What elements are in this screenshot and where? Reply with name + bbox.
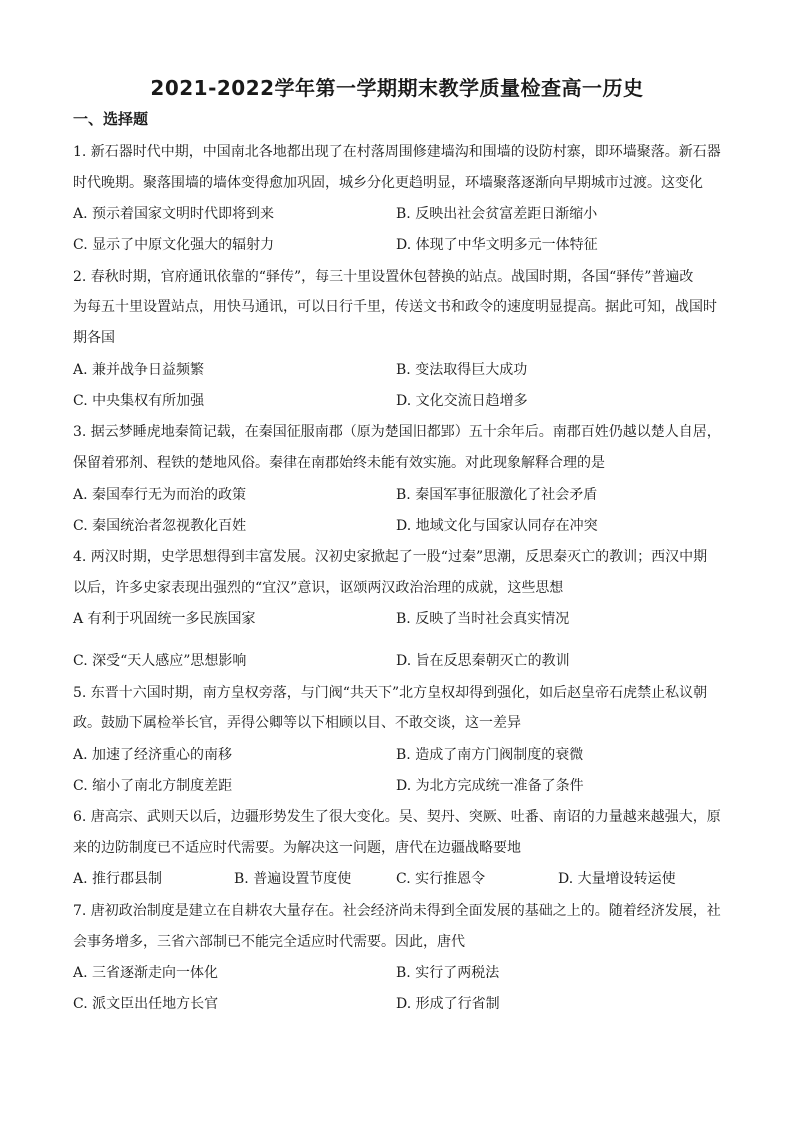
- question-2-option-c: C. 中央集权有所加强: [73, 393, 205, 409]
- question-7-line-1: 7. 唐初政治制度是建立在自耕农大量存在。社会经济尚未得到全面发展的基础之上的。随着经济发展，社: [73, 903, 721, 919]
- question-3-line-1: 3. 据云梦睡虎地秦简记载，在秦国征服南郡（原为楚国旧都郢）五十余年后。南郡百姓仍越以楚人自居，: [73, 424, 721, 440]
- question-3-option-b: B. 秦国军事征服激化了社会矛盾: [396, 487, 598, 503]
- question-5-line-1: 5. 东晋十六国时期，南方皇权旁落，与门阀“共天下”北方皇权却得到强化，如后赵皇帝石虎禁止私议朝: [73, 685, 708, 701]
- question-1-option-a: A. 预示着国家文明时代即将到来: [73, 206, 275, 222]
- question-3-option-d: D. 地域文化与国家认同存在冲突: [396, 518, 598, 534]
- question-2-option-d: D. 文化交流日趋增多: [396, 393, 528, 409]
- section-heading: 一、选择题: [73, 110, 149, 128]
- question-5-option-b: B. 造成了南方门阀制度的衰微: [396, 747, 584, 763]
- question-6-option-c: C. 实行推恩令: [396, 871, 486, 887]
- question-1-option-d: D. 体现了中华文明多元一体特征: [396, 237, 598, 253]
- question-5-option-c: C. 缩小了南北方制度差距: [73, 778, 233, 794]
- question-7-option-b: B. 实行了两税法: [396, 965, 500, 981]
- question-6-option-b: B. 普遍设置节度使: [234, 871, 352, 887]
- question-5-option-a: A. 加速了经济重心的南移: [73, 747, 233, 763]
- question-5-line-2: 政。鼓励下属检举长官，弄得公卿等以下相顾以目、不敢交谈，这一差异: [73, 715, 521, 731]
- question-7-option-a: A. 三省逐渐走向一体化: [73, 965, 219, 981]
- question-1-line-2: 时代晚期。聚落围墙的墙体变得愈加巩固，城乡分化更趋明显，环墙聚落逐渐向早期城市过渡。这变化: [73, 175, 703, 191]
- question-4-option-d: D. 旨在反思秦朝灭亡的教训: [396, 653, 570, 669]
- question-1-option-b: B. 反映出社会贫富差距日渐缩小: [396, 206, 598, 222]
- question-6-line-2: 来的边防制度已不适应时代需要。为解决这一问题，唐代在边疆战略要地: [73, 840, 521, 856]
- question-1-option-c: C. 显示了中原文化强大的辐射力: [73, 237, 275, 253]
- question-2-option-b: B. 变法取得巨大成功: [396, 362, 528, 378]
- question-2-line-3: 期各国: [73, 330, 115, 346]
- question-6-option-a: A. 推行郡县制: [73, 871, 163, 887]
- question-4-line-2: 以后，许多史家表现出强烈的“宜汉”意识，讴颂两汉政治治理的成就，这些思想: [73, 580, 564, 596]
- question-6-line-1: 6. 唐高宗、武则天以后，边疆形势发生了很大变化。吴、契丹、突厥、吐番、南诏的力量越来越强大，原: [73, 809, 721, 825]
- question-6-option-d: D. 大量增设转运使: [558, 871, 676, 887]
- question-2-line-2: 为每五十里设置站点，用快马通讯，可以日行千里，传送文书和政令的速度明显提高。据此可知，战国时: [73, 299, 717, 315]
- question-4-option-c: C. 深受“天人感应”思想影响: [73, 653, 247, 669]
- question-7-option-d: D. 形成了行省制: [396, 996, 500, 1012]
- question-7-option-c: C. 派文臣出任地方长官: [73, 996, 219, 1012]
- question-4-option-a: A 有利于巩固统一多民族国家: [73, 611, 256, 627]
- question-3-line-2: 保留着邪剂、程铁的楚地风俗。秦律在南郡始终未能有效实施。对此现象解释合理的是: [73, 455, 605, 471]
- question-2-line-1: 2. 春秋时期，官府通讯依靠的“驿传”，每三十里设置休包替换的站点。战国时期，各国“驿传”普遍改: [73, 269, 694, 285]
- question-7-line-2: 会事务增多，三省六部制已不能完全适应时代需要。因此，唐代: [73, 934, 465, 950]
- question-2-option-a: A. 兼并战争日益频繁: [73, 362, 205, 378]
- question-3-option-a: A. 秦国奉行无为而治的政策: [73, 487, 247, 503]
- question-3-option-c: C. 秦国统治者忽视教化百姓: [73, 518, 247, 534]
- page-title: 2021-2022学年第一学期期末教学质量检查高一历史: [150, 76, 644, 100]
- question-1-line-1: 1. 新石器时代中期，中国南北各地都出现了在村落周围修建墙沟和围墙的设防村寨，即环墙聚落。新石器: [73, 144, 721, 160]
- question-4-option-b: B. 反映了当时社会真实情况: [396, 611, 570, 627]
- question-4-line-1: 4. 两汉时期，史学思想得到丰富发展。汉初史家掀起了一股“过秦”思潮，反思秦灭亡的教训；西汉中期: [73, 549, 708, 565]
- question-5-option-d: D. 为北方完成统一准备了条件: [396, 778, 584, 794]
